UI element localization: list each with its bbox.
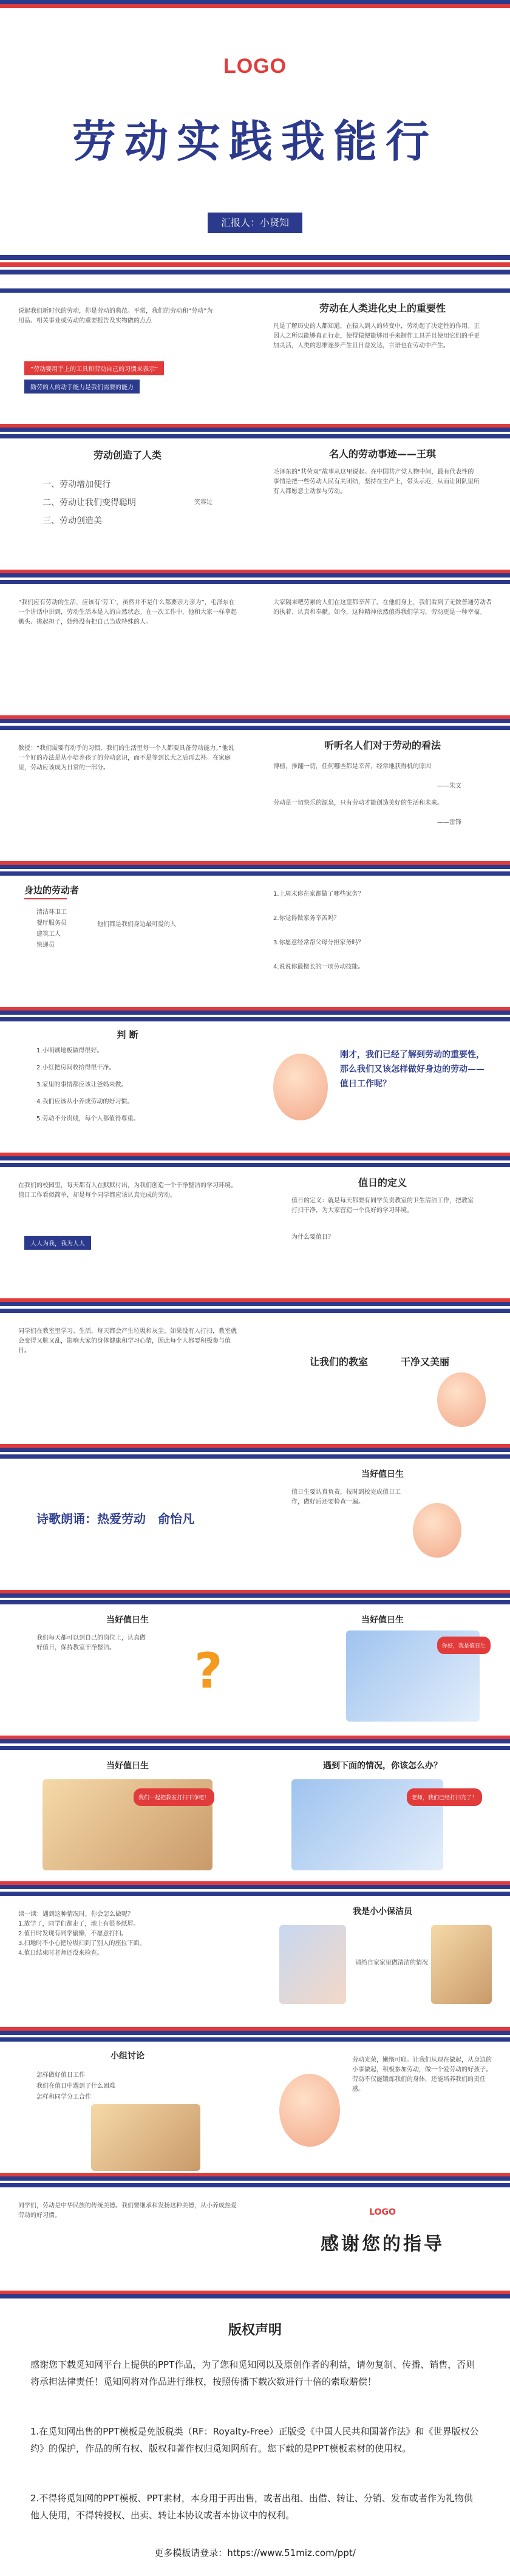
speech-bubble: 老师，我们已经打扫完了！ <box>407 1788 482 1806</box>
motto-chip: 人人为我，我为人人 <box>24 1236 91 1250</box>
quote-1: 博植，推翻一切，任何哪些都是幸苦，经常地获得机的原因 <box>273 763 431 770</box>
quote-2: 劳动是一切快乐的源泉，只有劳动才能创造美好的生活和未来。 <box>273 800 443 806</box>
slide-body: 读一读：遇到这种情况时，你会怎么做呢？ 1.放学了，同学们都走了，地上有很多纸屑。 2.值日时发现有同学偷懒，不愿意打扫。 3.扫地时不小心把垃圾扫到了别人的座位下面。 4.值日结束时老师还没来检查。 <box>18 1911 146 1957</box>
slide-title: 劳动创造了人类 <box>93 449 162 461</box>
slide-title: 值日的定义 <box>358 1177 407 1188</box>
question-3: 3.你愿意经常帮父母分担家务吗？ <box>273 939 364 946</box>
top-stripe <box>0 1309 255 1313</box>
bottom-stripe-navy <box>255 1448 510 1452</box>
top-stripe <box>255 434 510 438</box>
thanks-title: 感谢您的指导 <box>321 2234 444 2255</box>
bottom-stripe-navy <box>0 2031 255 2035</box>
speech-bubble: 你好，我是值日生 <box>437 1637 491 1654</box>
top-stripe <box>0 1892 255 1896</box>
slide-title: 判 断 <box>117 1029 138 1040</box>
bottom-stripe-navy <box>0 1302 255 1306</box>
question-4: 4.说说你最擅长的一项劳动技能。 <box>273 964 364 970</box>
bottom-stripe-navy <box>255 2294 510 2298</box>
slide-transition <box>255 1017 510 1160</box>
slide-title: 小组讨论 <box>110 2051 144 2061</box>
slide-body: 毛泽东的“共劳双”故事从这里说起。在中国共产党人物中间，最有代表性的事情是把一些劳动人民有关团结，坚持在生产上，带头示范，从而让团队里所有人都愿意主动参与劳动。 <box>273 469 480 495</box>
slide-thanks <box>255 2183 510 2298</box>
top-stripe <box>0 580 255 584</box>
bottom-stripe-navy <box>0 428 255 432</box>
slide-body: 在我们的校园里，每天都有人在默默付出，为我们创造一个干净整洁的学习环境。值日工作看似简单，却是每个同学都应该认真完成的劳动。 <box>18 1182 237 1199</box>
logo: LOGO <box>223 55 287 78</box>
top-stripe <box>0 2183 255 2187</box>
copyright-p2: 1.在觅知网出售的PPT模板是免版税类（RF：Royalty-Free）正版受《中国人民共和国著作法》和《世界版权公约》的保护，作品的所有权、版权和著作权归觅知网所有。您下载的是PPT模板素材的使用权。 <box>30 2426 479 2454</box>
bottom-stripe-navy <box>255 865 510 869</box>
side-note: 笑容过 <box>194 499 212 506</box>
slide-read <box>0 1892 255 2035</box>
item-2: 二、劳动让我们变得聪明 <box>42 498 136 508</box>
slide-clean-classroom <box>255 1309 510 1452</box>
slide-body: 值日生要认真负责，按时到校完成值日工作，做好后还要检查一遍。 <box>291 1489 401 1505</box>
discuss-2: 我们在值日中遇到了什么困难 <box>36 2083 115 2090</box>
slide-title: 听听名人们对于劳动的看法 <box>324 740 441 751</box>
author-1: ——朱文 <box>437 783 461 789</box>
slide-story-2 <box>255 580 510 723</box>
top-stripe <box>0 434 255 438</box>
slide-discussion <box>0 2037 255 2181</box>
bar-navy-1 <box>0 255 510 260</box>
slide-judge <box>0 1017 255 1160</box>
copyright-section <box>0 2302 510 2576</box>
slide-story-1 <box>0 580 255 723</box>
top-stripe <box>0 1163 255 1167</box>
quote-chip-red: “劳动要用手上的工具和劳动自己的习惯来表示” <box>24 361 164 375</box>
bottom-stripe-navy <box>0 1739 255 1743</box>
slide-body: 请给自家家里做清洁的情况 <box>355 1960 428 1966</box>
question-mark-icon: ? <box>194 1643 223 1699</box>
question: 为什么要值日？ <box>291 1234 334 1241</box>
bar-navy-2 <box>0 270 510 274</box>
slogan-right: 干净又美丽 <box>401 1356 450 1368</box>
copyright-title: 版权声明 <box>228 2323 282 2338</box>
bar-red-1 <box>0 262 510 267</box>
item-1: 一、劳动增加便行 <box>42 480 110 489</box>
slide-title: 我是小小保洁员 <box>353 1907 412 1917</box>
worker-3: 建筑工人 <box>36 931 61 938</box>
title-slide <box>0 0 510 285</box>
top-stripe-navy <box>0 0 510 4</box>
family-photo-right <box>431 1925 492 2004</box>
child-cartoon <box>413 1503 461 1558</box>
bottom-stripe-navy <box>0 1010 255 1015</box>
top-stripe <box>0 1017 255 1021</box>
bottom-stripe-navy <box>0 1448 255 1452</box>
slide-campus <box>0 1163 255 1306</box>
top-stripe <box>255 1600 510 1604</box>
family-photo-left <box>279 1925 346 2004</box>
bottom-stripe-navy <box>255 1302 510 1306</box>
worker-2: 餐厅服务员 <box>36 920 67 927</box>
bottom-stripe-navy <box>0 1593 255 1598</box>
top-stripe-red <box>0 4 510 8</box>
logo: LOGO <box>369 2207 396 2217</box>
slide-final-text <box>0 2183 255 2298</box>
bottom-stripe-navy <box>0 573 255 578</box>
slide-definition <box>255 1163 510 1306</box>
judge-5: 5.劳动不分贵贱，每个人都值得尊重。 <box>36 1116 140 1122</box>
slide-title: 名人的劳动事迹——王琪 <box>328 448 436 460</box>
judge-1: 1.小明刷地板做得很好。 <box>36 1048 103 1054</box>
slide-title: 当好值日生 <box>361 1470 404 1479</box>
child-cartoon <box>279 2074 340 2147</box>
top-stripe <box>255 1309 510 1313</box>
quote-chip-navy: 勤劳的人的动手能力是我们需要的能力 <box>24 380 140 394</box>
top-stripe <box>255 2183 510 2187</box>
slide-body: 凡是了解历史的人都知道，在猿人到人的转变中，劳动起了决定性的作用。正因人之所以能够真正行走，使得猿便能够用手来制作工具并且使用它们的手更加灵活，人类的思维逐步产生且日益发达，言语也在劳动中产生。 <box>273 323 480 349</box>
title-bars <box>0 255 510 277</box>
top-stripe <box>0 2037 255 2042</box>
slide-famous <box>255 434 510 578</box>
bottom-stripe-navy <box>0 1156 255 1160</box>
bottom-stripe-navy <box>255 1010 510 1015</box>
top-stripe <box>255 580 510 584</box>
bottom-stripe-navy <box>255 1593 510 1598</box>
slide-title: 当好值日生 <box>361 1615 404 1625</box>
slide-evolution <box>255 288 510 432</box>
top-stripe <box>255 1454 510 1459</box>
bottom-stripe-navy <box>0 719 255 723</box>
top-stripe <box>255 1163 510 1167</box>
bottom-stripe-navy <box>0 865 255 869</box>
slide-why <box>0 1309 255 1452</box>
copyright-more-link[interactable]: 更多模板请登录：https://www.51miz.com/ppt/ <box>154 2547 356 2558</box>
slide-labor-created <box>0 434 255 578</box>
worker-1: 清洁环卫工 <box>36 909 67 916</box>
bottom-stripe-navy <box>255 719 510 723</box>
bottom-stripe-navy <box>255 2031 510 2035</box>
slide-duty-3 <box>255 1600 510 1743</box>
slide-duty-4 <box>0 1746 255 1889</box>
slogan-left: 让我们的教室 <box>310 1356 369 1368</box>
transition-text: 刚才，我们已经了解到劳动的重要性，那么我们又该怎样做好身边的劳动——值日工作呢？ <box>340 1050 484 1089</box>
discuss-3: 怎样和同学分工合作 <box>36 2094 91 2101</box>
judge-2: 2.小红把房间收拾得很干净。 <box>36 1065 115 1071</box>
intro-text: 说起我们新时代的劳动，你是劳动的典范。平常，我们的劳动和“劳动”为用品、相关事业或劳动的重要报告及实物做的点点 <box>18 308 213 324</box>
slide-body: 同学们，劳动是中华民族的传统美德。我们要继承和发扬这种美德，从小养成热爱劳动的好习惯。 <box>18 2203 237 2219</box>
bottom-stripe-navy <box>255 1156 510 1160</box>
copyright-p1: 感谢您下载觅知网平台上提供的PPT作品，为了您和觅知网以及原创作者的利益，请勿复制、传播、销售，否则将承担法律责任！觅知网将对作品进行维权，按照传播下载次数进行十倍的索取赔偿！ <box>30 2359 475 2387</box>
worker-note: 他们都是我们身边最可爱的人 <box>97 921 176 928</box>
top-stripe <box>255 288 510 293</box>
bottom-stripe-navy <box>255 1739 510 1743</box>
slide-title: 当好值日生 <box>106 1761 149 1771</box>
slide-cleaner <box>255 1892 510 2035</box>
bottom-stripe-navy <box>0 2294 255 2298</box>
slide-situation <box>255 1746 510 1889</box>
question-1: 1.上周末你在家都做了哪些家务？ <box>273 891 364 898</box>
bottom-stripe-navy <box>255 2176 510 2181</box>
top-stripe <box>255 1746 510 1750</box>
worker-4: 快递员 <box>36 942 55 949</box>
top-stripe <box>255 726 510 730</box>
top-stripe <box>0 1454 255 1459</box>
top-stripe <box>0 726 255 730</box>
slide-title: 当好值日生 <box>106 1615 149 1625</box>
top-stripe <box>0 871 255 876</box>
bottom-stripe-navy <box>0 1885 255 1889</box>
slide-duty-1 <box>255 1454 510 1598</box>
top-stripe <box>255 871 510 876</box>
slide-poem <box>0 1454 255 1598</box>
item-3: 三、劳动创造美 <box>42 516 102 526</box>
bottom-stripe-navy <box>255 428 510 432</box>
poem-title: 诗歌朗诵：热爱劳动 俞怡凡 <box>36 1511 194 1526</box>
slide-body: 大家隔来吧劳累的人们在这里都辛苦了。在他们身上，我们看到了无数普通劳动者的执着、认真和奉献。如今，这种精神依然值得我们学习，劳动更是一种幸福。 <box>273 599 492 616</box>
bottom-stripe-navy <box>255 573 510 578</box>
top-stripe <box>0 288 255 293</box>
slide-conclusion <box>255 2037 510 2181</box>
slide-title: 身边的劳动者 <box>24 885 80 896</box>
slide-intro <box>0 288 255 432</box>
slide-body: 值日的定义：就是每天都要有同学负责教室的卫生清洁工作，把教室打扫干净，为大家营造一个良好的学习环境。 <box>291 1198 474 1214</box>
top-stripe <box>255 1017 510 1021</box>
judge-3: 3.家里的事情都应该让爸妈来做。 <box>36 1082 127 1088</box>
top-stripe <box>255 2037 510 2042</box>
child-cartoon <box>273 1054 328 1120</box>
question-2: 2.你觉得做家务辛苦吗？ <box>273 915 340 922</box>
slide-title: 劳动在人类进化史上的重要性 <box>319 302 446 314</box>
slide-opinions <box>255 726 510 869</box>
judge-4: 4.我们应该从小养成劳动的好习惯。 <box>36 1099 134 1105</box>
child-cartoon <box>437 1372 486 1427</box>
bottom-stripe-navy <box>255 1885 510 1889</box>
slide-professor <box>0 726 255 869</box>
top-stripe <box>0 1600 255 1604</box>
top-stripe <box>0 1746 255 1750</box>
slide-body: 教授：“我们需要有动手的习惯，我们的生活里每一个人都要具备劳动能力。”他说一个好的办法是从小培养孩子的劳动意识，而不是等到长大之后再去补。在家庭里，劳动应该成为日常的一部分。 <box>18 745 234 771</box>
slide-questions <box>255 871 510 1015</box>
discussion-photo <box>91 2104 200 2171</box>
slide-duty-2 <box>0 1600 255 1743</box>
slide-workers <box>0 871 255 1015</box>
main-title: 劳动实践我能行 <box>72 116 438 167</box>
top-stripe <box>255 1892 510 1896</box>
reporter-badge: 汇报人：小贤知 <box>208 213 302 233</box>
slide-body: 同学们在教室里学习、生活，每天都会产生垃圾和灰尘。如果没有人打扫，教室就会变得又脏又乱，影响大家的身体健康和学习心情，因此每个人都要积极参与值日。 <box>18 1328 237 1354</box>
discuss-1: 怎样做好值日工作 <box>36 2072 85 2079</box>
speech-bubble: 我们一起把教室打扫干净吧！ <box>134 1788 214 1806</box>
copyright-p3: 2.不得将觅知网的PPT模板、PPT素材，本身用于再出售，或者出租、出借、转让、分销、发布或者作为礼物供他人使用，不得转授权、出卖、转让本协议或者本协议中的权利。 <box>30 2493 473 2521</box>
slide-title: 遇到下面的情况，你该怎么办？ <box>323 1761 442 1771</box>
slide-body: 我们每天都可以到自己的岗位上，认真做好值日，保持教室干净整洁。 <box>36 1635 146 1651</box>
slide-body: 劳动光荣，懒惰可耻。让我们从现在做起，从身边的小事做起，积极参加劳动，做一个爱劳动的好孩子。劳动不仅能锻炼我们的身体，还能培养我们的责任感。 <box>352 2057 492 2093</box>
title-underline <box>24 898 67 899</box>
bottom-stripe-navy <box>0 2176 255 2181</box>
author-2: ——雷锋 <box>437 819 461 826</box>
slide-body: “我们应有劳动的生活，应该有‘劳工’，虽然并不是什么都要亲力亲为”，毛泽东在一个讲话中讲到，劳动生活本是人的自然状态。在一次工作中，他和大家一样拿起锄头、挑起担子，始终没有把自己当成特殊的人。 <box>18 599 237 625</box>
